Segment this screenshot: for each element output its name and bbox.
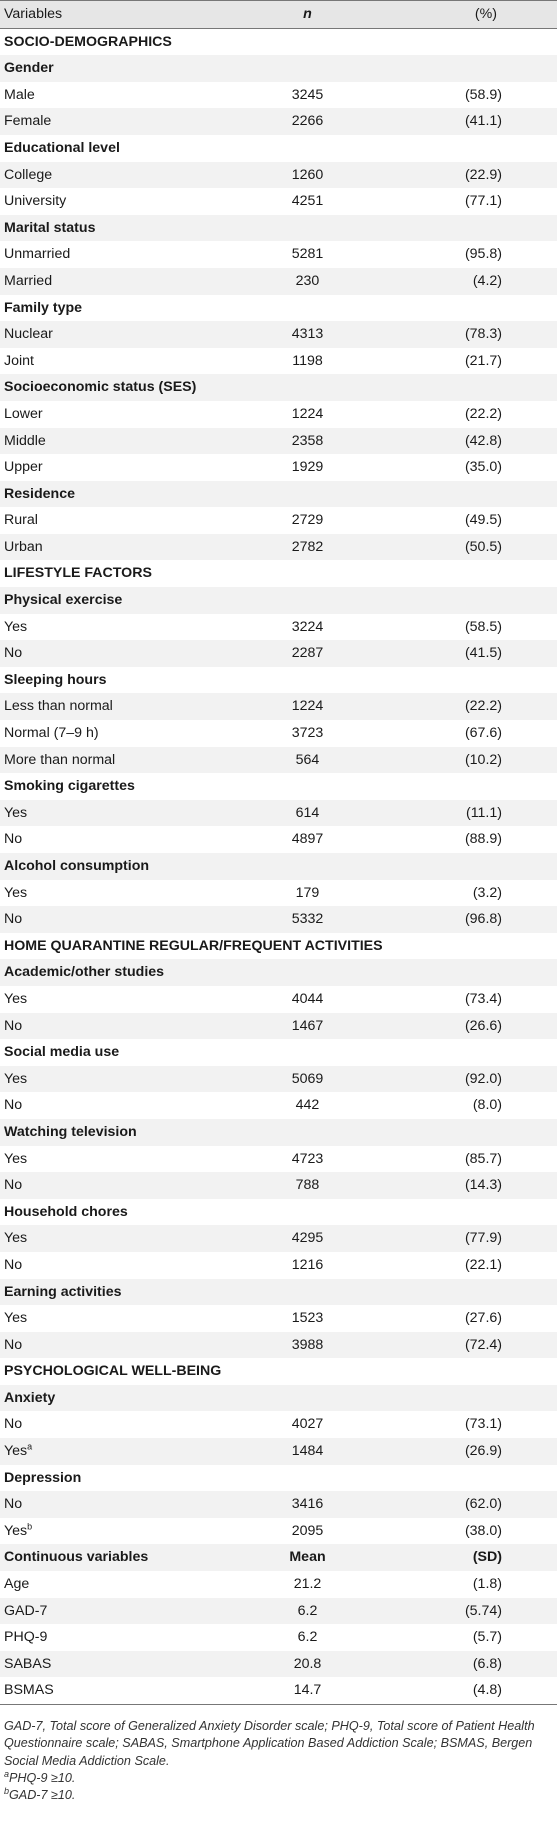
row-label-text: PHQ-9 — [4, 1629, 48, 1646]
table-body — [0, 28, 557, 1704]
table-row — [0, 1172, 557, 1199]
row-label-text: No — [4, 1496, 23, 1513]
row-label — [0, 1305, 230, 1332]
row-label — [0, 1651, 230, 1678]
row-label-text: Yes — [4, 1443, 28, 1460]
row-label — [0, 1677, 230, 1704]
table-row — [0, 1225, 557, 1252]
row-label — [0, 720, 230, 747]
row-n: 4027 — [291, 1416, 324, 1433]
row-label — [0, 1411, 230, 1438]
table-row — [0, 1651, 557, 1678]
category-label: Social media use — [4, 1044, 120, 1061]
table-row — [0, 1518, 557, 1545]
row-pct: (5.74) — [385, 1598, 557, 1625]
row-n: 2095 — [291, 1522, 324, 1539]
row-n: 2729 — [291, 512, 324, 529]
footnote-abbreviations: GAD-7, Total score of Generalized Anxiety Disorder scale; PHQ-9, Total score of Patient Health Questionnaire scale; SABAS, Smartphone Application Based Addiction Scale; BSMAS, Bergen Social Media Addiction Scale. — [4, 1719, 535, 1768]
row-label-text: Yes — [4, 1522, 28, 1539]
row-pct: (22.2) — [385, 693, 557, 720]
row-label-text: No — [4, 1416, 23, 1433]
row-label-text: Lower — [4, 405, 43, 422]
category-label: Residence — [0, 481, 557, 508]
row-label — [0, 241, 230, 268]
category-label: Educational level — [4, 139, 120, 156]
category-label: Smoking cigarettes — [4, 778, 135, 795]
row-label-text: Upper — [4, 459, 43, 476]
footnote-a — [4, 1770, 552, 1787]
row-pct: (58.5) — [464, 618, 502, 635]
category-header-row — [0, 667, 557, 694]
category-label: Earning activities — [0, 1279, 557, 1306]
row-label — [0, 1146, 230, 1173]
header-n: n — [230, 1, 385, 29]
row-pct: (72.4) — [385, 1332, 557, 1359]
category-header-row — [0, 1199, 557, 1226]
row-label-text: No — [4, 1336, 23, 1353]
category-header-row — [0, 55, 557, 82]
category-header-row — [0, 1385, 557, 1412]
row-pct: (22.2) — [464, 405, 502, 422]
row-label-text: Unmarried — [4, 246, 71, 263]
row-label — [0, 188, 230, 215]
row-label — [0, 268, 230, 295]
row-n: Mean — [230, 1544, 385, 1571]
row-label — [0, 507, 230, 534]
row-pct: (41.5) — [385, 640, 557, 667]
header-variables: Variables — [0, 1, 230, 29]
row-label — [0, 534, 230, 561]
row-n: 1198 — [292, 352, 323, 369]
section-header-row — [0, 560, 557, 587]
row-label — [0, 693, 230, 720]
table-row — [0, 188, 557, 215]
row-label — [0, 640, 230, 667]
footnote-marker: b — [27, 1521, 33, 1532]
row-pct: (50.5) — [385, 534, 557, 561]
section-label: SOCIO-DEMOGRAPHICS — [4, 33, 172, 50]
footnote-b-mark: b — [4, 1786, 10, 1796]
row-label — [0, 747, 230, 774]
row-pct: (26.6) — [385, 1013, 557, 1040]
row-pct: (SD) — [385, 1544, 557, 1571]
row-n: 442 — [295, 1097, 320, 1114]
table-row — [0, 1332, 557, 1359]
category-header-row — [0, 135, 557, 162]
table-row — [0, 507, 557, 534]
category-header-row — [0, 1119, 557, 1146]
row-label — [0, 880, 230, 907]
row-label-text: Joint — [4, 352, 34, 369]
row-pct: (62.0) — [385, 1491, 557, 1518]
row-n: 2287 — [230, 640, 385, 667]
row-label-text: Yes — [4, 990, 28, 1007]
category-header-row — [0, 959, 557, 986]
row-label — [0, 1438, 230, 1465]
row-label-text: No — [4, 645, 23, 662]
table-row — [0, 1677, 557, 1704]
row-label-text: Yes — [4, 1230, 28, 1247]
row-n: 1224 — [230, 693, 385, 720]
row-n: 5281 — [291, 246, 324, 263]
category-label: Academic/other studies — [0, 959, 557, 986]
row-label-text: No — [4, 1177, 23, 1194]
row-label-text: Male — [4, 86, 35, 103]
row-label-text: More than normal — [4, 751, 116, 768]
row-pct: (1.8) — [472, 1576, 502, 1593]
row-label — [0, 1092, 230, 1119]
table-row — [0, 1411, 557, 1438]
continuous-header-row — [0, 1544, 557, 1571]
footnote-b-text: GAD-7 ≥10. — [9, 1788, 76, 1803]
row-n: 1216 — [291, 1256, 324, 1273]
row-n: 5069 — [230, 1066, 385, 1093]
table-row — [0, 1305, 557, 1332]
row-n: 21.2 — [293, 1576, 322, 1593]
row-pct: (77.9) — [385, 1225, 557, 1252]
row-label-text: No — [4, 1256, 23, 1273]
row-label — [0, 1013, 230, 1040]
category-label: Watching television — [0, 1119, 557, 1146]
row-n: 2266 — [230, 108, 385, 135]
category-label: Socioeconomic status (SES) — [0, 374, 557, 401]
category-header-row — [0, 374, 557, 401]
row-pct: (42.8) — [385, 428, 557, 455]
category-header-row — [0, 853, 557, 880]
table-row — [0, 1092, 557, 1119]
row-label — [0, 1518, 230, 1545]
category-label: Family type — [4, 299, 83, 316]
row-label-text: No — [4, 831, 23, 848]
row-label — [0, 454, 230, 481]
row-n: 5332 — [230, 906, 385, 933]
row-label-text: SABAS — [4, 1655, 52, 1672]
row-n: 3416 — [230, 1491, 385, 1518]
row-pct: (14.3) — [385, 1172, 557, 1199]
category-header-row — [0, 587, 557, 614]
category-label: Alcohol consumption — [0, 853, 557, 880]
section-header-row — [0, 933, 557, 960]
row-label — [0, 321, 230, 348]
row-label — [0, 1571, 230, 1598]
table-row — [0, 162, 557, 189]
row-label-text: Married — [4, 272, 53, 289]
category-label: Anxiety — [0, 1385, 557, 1412]
table-row — [0, 401, 557, 428]
row-label-text: Less than normal — [4, 698, 113, 715]
row-label-text: GAD-7 — [4, 1602, 48, 1619]
row-n: 3245 — [291, 86, 324, 103]
row-label — [0, 614, 230, 641]
row-label-text: Yes — [4, 804, 28, 821]
row-pct: (73.4) — [464, 990, 502, 1007]
row-pct: (49.5) — [464, 512, 502, 529]
category-header-row — [0, 215, 557, 242]
table-header — [0, 1, 557, 29]
row-n: 614 — [230, 800, 385, 827]
category-header-row — [0, 481, 557, 508]
table-row — [0, 321, 557, 348]
row-label — [0, 800, 230, 827]
row-label — [0, 986, 230, 1013]
row-label-text: Yes — [4, 1150, 28, 1167]
row-pct: (41.1) — [385, 108, 557, 135]
row-pct: (85.7) — [464, 1150, 502, 1167]
section-header-row — [0, 1358, 557, 1385]
row-n: 3988 — [230, 1332, 385, 1359]
row-pct: (5.7) — [472, 1629, 502, 1646]
table-row — [0, 534, 557, 561]
table-row — [0, 747, 557, 774]
row-pct: (4.2) — [385, 268, 557, 295]
row-n: 1484 — [230, 1438, 385, 1465]
row-n: 1929 — [291, 459, 324, 476]
row-pct: (58.9) — [464, 86, 502, 103]
row-pct: (92.0) — [385, 1066, 557, 1093]
row-pct: (6.8) — [385, 1651, 557, 1678]
row-n: 1260 — [230, 162, 385, 189]
row-n: 179 — [295, 884, 320, 901]
row-pct: (11.1) — [385, 800, 557, 827]
row-n: 2782 — [230, 534, 385, 561]
table-row — [0, 800, 557, 827]
row-label-text: Female — [4, 113, 52, 130]
row-label — [0, 108, 230, 135]
row-n: 4897 — [291, 831, 324, 848]
footnote-marker: a — [27, 1441, 33, 1452]
row-label — [0, 162, 230, 189]
table-row — [0, 1252, 557, 1279]
row-label-text: Yes — [4, 618, 28, 635]
row-label-text: Yes — [4, 1310, 28, 1327]
row-label — [0, 1252, 230, 1279]
table-row — [0, 693, 557, 720]
row-pct: (3.2) — [472, 884, 502, 901]
table-row — [0, 1624, 557, 1651]
row-pct: (22.1) — [464, 1256, 502, 1273]
table-row — [0, 1146, 557, 1173]
section-header-row — [0, 28, 557, 55]
row-pct: (73.1) — [464, 1416, 502, 1433]
row-label — [0, 1332, 230, 1359]
table-row — [0, 906, 557, 933]
row-n: 4295 — [230, 1225, 385, 1252]
category-label: Depression — [4, 1469, 82, 1486]
row-n: 14.7 — [230, 1677, 385, 1704]
section-label: LIFESTYLE FACTORS — [4, 565, 152, 582]
row-label — [0, 1491, 230, 1518]
row-label — [0, 1544, 230, 1571]
footnote-a-text: PHQ-9 ≥10. — [9, 1770, 76, 1785]
footnote-b — [4, 1787, 552, 1804]
row-n: 788 — [230, 1172, 385, 1199]
row-n: 230 — [230, 268, 385, 295]
row-label-text: Nuclear — [4, 326, 53, 343]
row-pct: (38.0) — [464, 1522, 502, 1539]
row-label-text: No — [4, 911, 23, 928]
row-label — [0, 906, 230, 933]
table-row — [0, 241, 557, 268]
row-label-text: Urban — [4, 538, 43, 555]
row-label-text: No — [4, 1097, 23, 1114]
row-label-text: Yes — [4, 884, 28, 901]
table-row — [0, 108, 557, 135]
row-pct: (4.8) — [385, 1677, 557, 1704]
row-pct: (78.3) — [385, 321, 557, 348]
table-row — [0, 82, 557, 109]
table-row — [0, 1066, 557, 1093]
row-pct: (27.6) — [464, 1310, 502, 1327]
row-pct: (22.9) — [385, 162, 557, 189]
footnote-a-mark: a — [4, 1768, 10, 1779]
category-label: Physical exercise — [0, 587, 557, 614]
category-header-row — [0, 1039, 557, 1066]
table-row — [0, 1491, 557, 1518]
category-label: Sleeping hours — [4, 671, 107, 688]
row-label-text: College — [4, 166, 53, 183]
row-label — [0, 428, 230, 455]
row-label-text: Continuous variables — [4, 1549, 149, 1566]
table-row — [0, 348, 557, 375]
row-n: 1224 — [291, 405, 324, 422]
table-row — [0, 1438, 557, 1465]
row-n: 4251 — [291, 193, 324, 210]
row-n: 1523 — [291, 1310, 324, 1327]
table-footnotes — [4, 1718, 552, 1804]
category-header-row — [0, 1279, 557, 1306]
section-label: HOME QUARANTINE REGULAR/FREQUENT ACTIVITIES — [4, 937, 383, 954]
header-pct: (%) — [385, 1, 557, 29]
category-label: Marital status — [0, 215, 557, 242]
row-label — [0, 1598, 230, 1625]
row-n: 1467 — [230, 1013, 385, 1040]
row-pct: (95.8) — [464, 246, 502, 263]
row-pct: (77.1) — [464, 193, 502, 210]
row-label-text: Age — [4, 1576, 30, 1593]
row-label — [0, 82, 230, 109]
row-n: 4044 — [291, 990, 324, 1007]
table-row — [0, 1013, 557, 1040]
row-label-text: BSMAS — [4, 1682, 54, 1699]
category-header-row — [0, 773, 557, 800]
category-label: Gender — [0, 55, 557, 82]
table-row — [0, 826, 557, 853]
row-pct: (35.0) — [464, 459, 502, 476]
row-label-text: Yes — [4, 1070, 28, 1087]
table-row — [0, 454, 557, 481]
row-pct: (10.2) — [385, 747, 557, 774]
table-row — [0, 986, 557, 1013]
row-label-text: University — [4, 193, 67, 210]
row-label — [0, 401, 230, 428]
row-pct: (8.0) — [472, 1097, 502, 1114]
row-pct: (88.9) — [464, 831, 502, 848]
table-row — [0, 880, 557, 907]
row-pct: (26.9) — [385, 1438, 557, 1465]
row-label-text: No — [4, 1017, 23, 1034]
row-label — [0, 348, 230, 375]
row-label — [0, 1624, 230, 1651]
row-label-text: Middle — [4, 432, 46, 449]
table-row — [0, 1571, 557, 1598]
row-n: 4313 — [230, 321, 385, 348]
table-row — [0, 428, 557, 455]
table-row — [0, 614, 557, 641]
row-pct: (96.8) — [385, 906, 557, 933]
row-n: 6.2 — [230, 1598, 385, 1625]
category-header-row — [0, 295, 557, 322]
row-n: 564 — [230, 747, 385, 774]
header-row — [0, 1, 557, 29]
row-label-text: Rural — [4, 512, 38, 529]
row-n: 3723 — [291, 725, 324, 742]
table-row — [0, 268, 557, 295]
row-n: 2358 — [230, 428, 385, 455]
category-header-row — [0, 1465, 557, 1492]
table-row — [0, 1598, 557, 1625]
row-pct: (21.7) — [464, 352, 502, 369]
row-n: 20.8 — [230, 1651, 385, 1678]
row-n: 6.2 — [297, 1629, 318, 1646]
table-row — [0, 640, 557, 667]
row-n: 4723 — [291, 1150, 324, 1167]
row-label — [0, 1225, 230, 1252]
table-row — [0, 720, 557, 747]
section-label: PSYCHOLOGICAL WELL-BEING — [4, 1363, 222, 1380]
row-label — [0, 1172, 230, 1199]
row-label-text: Normal (7–9 h) — [4, 725, 99, 742]
row-pct: (67.6) — [464, 725, 502, 742]
row-n: 3224 — [291, 618, 324, 635]
category-label: Household chores — [4, 1203, 128, 1220]
row-label — [0, 1066, 230, 1093]
row-label — [0, 826, 230, 853]
